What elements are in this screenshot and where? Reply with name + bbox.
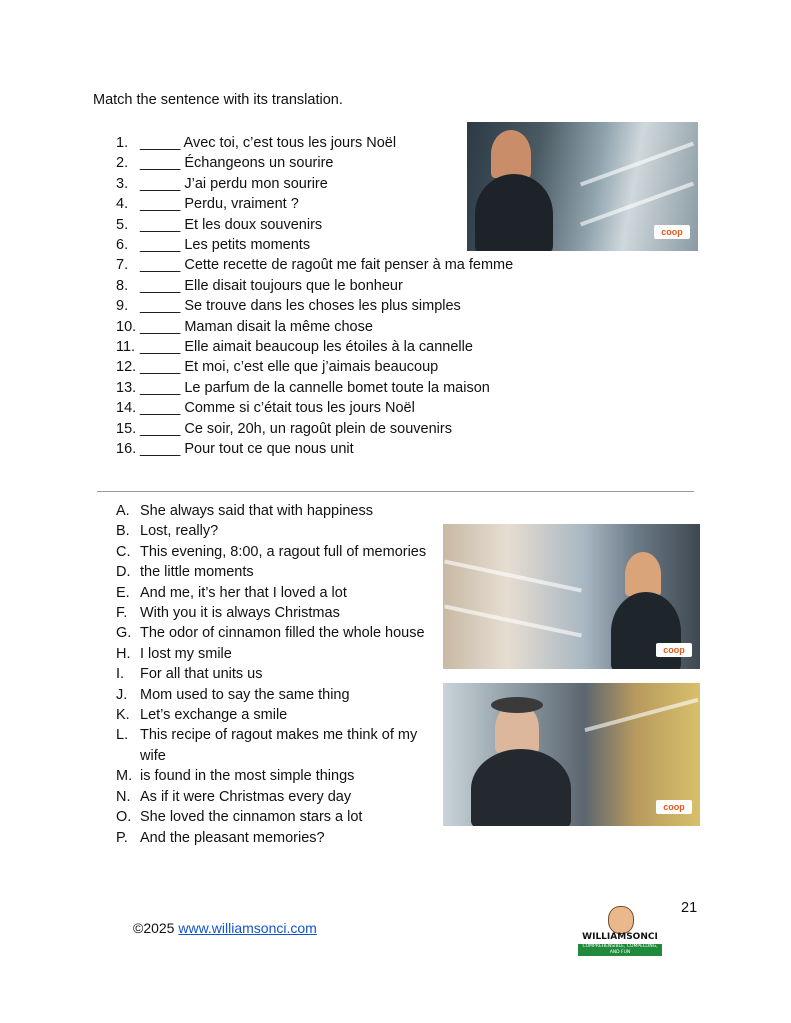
french-item-number: 15. — [116, 420, 137, 437]
english-item — [116, 521, 436, 541]
shelf-line — [580, 182, 694, 227]
french-item-number: 16. — [116, 441, 137, 458]
french-item-number: 10. — [116, 318, 137, 335]
french-item-text: _____ Comme si c’était tous les jours Noël — [140, 400, 415, 417]
person-coat — [471, 749, 571, 826]
english-item — [116, 766, 436, 786]
video-still-young-man — [467, 122, 698, 251]
english-item-text: This recipe of ragout makes me think of my wife — [140, 727, 418, 764]
french-item — [116, 296, 546, 316]
english-item — [116, 705, 436, 725]
french-item-number: 13. — [116, 379, 137, 396]
english-item-text: This evening, 8:00, a ragout full of memories — [140, 543, 427, 560]
french-item-number: 1. — [116, 135, 129, 151]
shelf-line — [444, 559, 582, 592]
english-item — [116, 807, 436, 827]
french-item-text: _____ Ce soir, 20h, un ragoût plein de souvenirs — [140, 420, 452, 437]
english-item — [116, 603, 436, 623]
french-item-text: _____ Avec toi, c’est tous les jours Noël — [140, 135, 397, 151]
english-item — [116, 685, 436, 705]
english-item — [116, 542, 436, 562]
english-item-number: M. — [116, 768, 133, 785]
person-figure — [491, 130, 531, 178]
video-still-elderly-man — [443, 683, 700, 826]
french-item-number: 5. — [116, 216, 129, 233]
french-item — [116, 398, 546, 418]
french-item-number: 6. — [116, 237, 129, 254]
avatar-icon — [608, 906, 634, 934]
english-item-text: For all that units us — [140, 666, 263, 683]
english-item-text: She loved the cinnamon stars a lot — [140, 809, 363, 826]
french-item-number: 2. — [116, 155, 129, 172]
english-item-number: H. — [116, 645, 131, 662]
english-item — [116, 583, 436, 603]
english-item-number: G. — [116, 625, 132, 642]
english-item-number: B. — [116, 523, 130, 540]
french-item-text: _____ J’ai perdu mon sourire — [140, 175, 328, 192]
french-item — [116, 357, 546, 377]
english-item-text: is found in the most simple things — [140, 768, 355, 785]
french-item-text: _____ Et moi, c’est elle que j’aimais beaucoup — [140, 359, 439, 376]
video-still-woman — [443, 524, 700, 669]
french-item — [116, 419, 546, 439]
person-coat — [611, 592, 681, 669]
french-item-text: _____ Cette recette de ragoût me fait penser à ma femme — [140, 257, 514, 274]
english-item-number: K. — [116, 707, 130, 724]
french-item-number: 7. — [116, 257, 129, 274]
french-item-text: _____ Pour tout ce que nous unit — [140, 441, 354, 458]
english-item — [116, 725, 436, 766]
english-item — [116, 562, 436, 582]
website-link[interactable]: www.williamsonci.com — [178, 920, 317, 936]
french-item-number: 14. — [116, 400, 137, 417]
logo-name: WILLIAMSONCI — [582, 932, 658, 942]
copyright-text: ©2025 — [133, 920, 179, 936]
section-divider — [97, 491, 694, 492]
french-item-text: _____ Maman disait la même chose — [140, 318, 373, 335]
logo-tagline: COMPREHENSIBLE, COMPELLING, AND FUN — [578, 944, 662, 956]
english-translation-list — [116, 501, 436, 848]
english-item-number: L. — [116, 727, 129, 744]
english-item — [116, 644, 436, 664]
english-item-text: And the pleasant memories? — [140, 829, 325, 846]
french-item-number: 8. — [116, 277, 129, 294]
french-item-number: 3. — [116, 175, 129, 192]
person-coat — [475, 174, 553, 251]
english-item — [116, 664, 436, 684]
english-item-text: the little moments — [140, 564, 254, 581]
french-item-text: _____ Elle aimait beaucoup les étoiles à la cannelle — [140, 339, 473, 356]
french-item-text: _____ Échangeons un sourire — [140, 155, 334, 172]
french-item — [116, 439, 546, 459]
shelf-line — [584, 698, 698, 732]
english-item-number: P. — [116, 829, 128, 846]
shelf-line — [580, 142, 694, 187]
person-hat — [491, 697, 543, 713]
shelf-line — [444, 604, 582, 637]
french-item — [116, 276, 546, 296]
english-item-number: F. — [116, 605, 128, 622]
english-item-text: She always said that with happiness — [140, 503, 373, 519]
english-item — [116, 787, 436, 807]
french-item-number: 11. — [116, 339, 136, 356]
english-item-number: E. — [116, 584, 130, 601]
french-item-text: _____ Perdu, vraiment ? — [140, 196, 299, 213]
english-item — [116, 623, 436, 643]
french-item — [116, 337, 546, 357]
english-item-number: C. — [116, 543, 131, 560]
french-item-number: 12. — [116, 359, 137, 376]
english-item-text: The odor of cinnamon filled the whole house — [140, 625, 425, 642]
french-item-text: _____ Et les doux souvenirs — [140, 216, 323, 233]
page-number: 21 — [681, 900, 698, 916]
english-item — [116, 828, 436, 848]
english-item-number: J. — [116, 686, 128, 703]
french-item-number: 9. — [116, 298, 129, 315]
english-item-number: O. — [116, 809, 132, 826]
instruction-text: Match the sentence with its translation. — [93, 92, 343, 108]
coop-logo: coop — [654, 225, 690, 239]
french-item-text: _____ Elle disait toujours que le bonheur — [140, 277, 403, 294]
french-item-number: 4. — [116, 196, 129, 213]
english-item — [116, 501, 436, 521]
williamsonci-logo — [578, 906, 662, 958]
french-item-text: _____ Le parfum de la cannelle bomet toute la maison — [140, 379, 490, 396]
french-item — [116, 317, 546, 337]
footer-copyright — [133, 920, 317, 936]
english-item-text: Let’s exchange a smile — [140, 707, 288, 724]
french-item — [116, 255, 546, 275]
french-item-text: _____ Se trouve dans les choses les plus simples — [140, 298, 461, 315]
person-figure — [625, 552, 661, 596]
english-item-number: D. — [116, 564, 131, 581]
english-item-text: With you it is always Christmas — [140, 605, 340, 622]
coop-logo: coop — [656, 800, 692, 814]
english-item-number: N. — [116, 788, 131, 805]
english-item-text: As if it were Christmas every day — [140, 788, 352, 805]
english-item-text: Lost, really? — [140, 523, 219, 540]
french-item — [116, 378, 546, 398]
french-item-text: _____ Les petits moments — [140, 237, 311, 254]
coop-logo: coop — [656, 643, 692, 657]
english-item-text: And me, it’s her that I loved a lot — [140, 584, 347, 601]
english-item-text: Mom used to say the same thing — [140, 686, 350, 703]
english-item-number: A. — [116, 503, 130, 519]
english-item-text: I lost my smile — [140, 645, 232, 662]
english-item-number: I. — [116, 666, 125, 683]
